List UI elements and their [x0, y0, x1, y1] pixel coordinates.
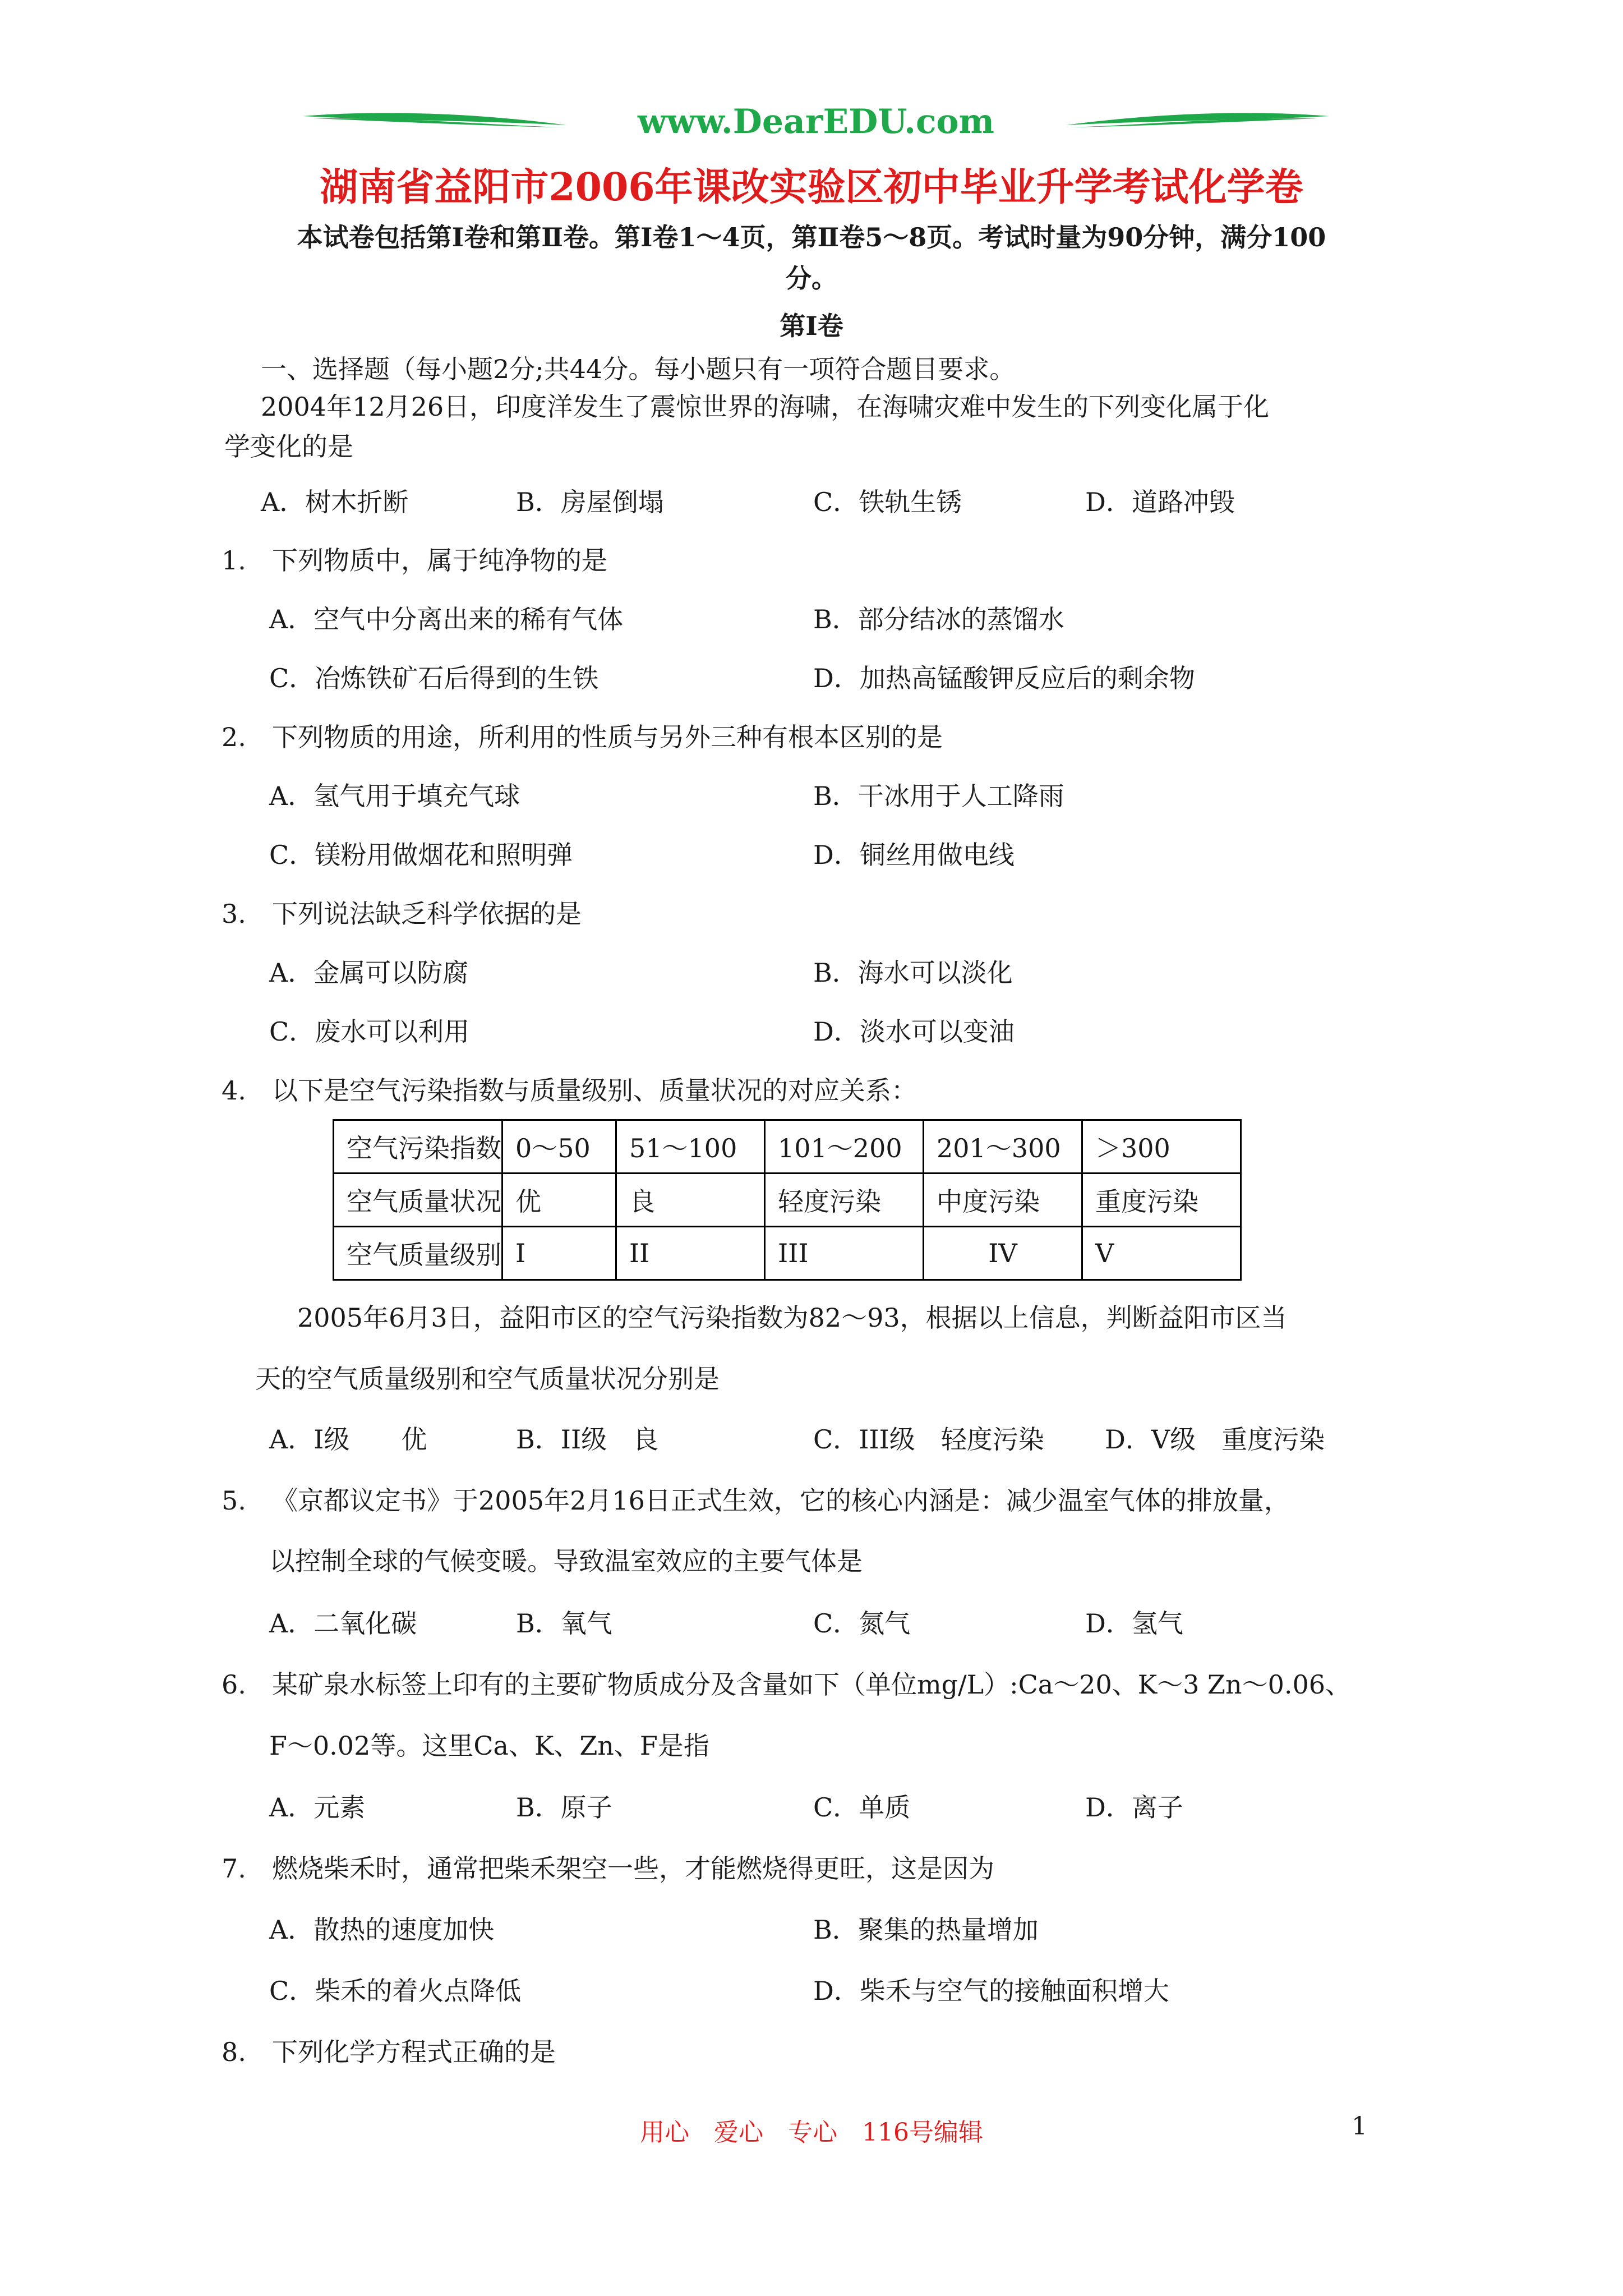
section-heading: 一、选择题（每小题2分;共44分。每小题只有一项符合题目要求。: [261, 354, 1016, 384]
q0-line-1: 2004年12月26日，印度洋发生了震惊世界的海啸，在海啸灾难中发生的下列变化属于化: [261, 392, 1270, 422]
q4-option-d: D．V级 重度污染: [1105, 1424, 1325, 1455]
page-number: 1: [1352, 2112, 1367, 2141]
q4-option-a: A．I级 优: [269, 1424, 427, 1455]
q1-number: 1.: [222, 545, 246, 576]
table-cell: 201～300: [924, 1120, 1082, 1174]
table-cell: 中度污染: [924, 1174, 1082, 1227]
q5-option-b: B．氧气: [516, 1608, 612, 1639]
q1-option-b: B．部分结冰的蒸馏水: [813, 604, 1064, 634]
q0-option-b: B．房屋倒塌: [516, 487, 664, 517]
q6-number: 6.: [222, 1669, 246, 1700]
exam-title: 湖南省益阳市2006年课改实验区初中毕业升学考试化学卷: [320, 165, 1303, 210]
q5-text-2: 以控制全球的气候变暖。导致温室效应的主要气体是: [269, 1546, 863, 1576]
q4-line-2: 天的空气质量级别和空气质量状况分别是: [255, 1364, 720, 1394]
q2-option-a: A．氢气用于填充气球: [269, 781, 520, 811]
q7-option-a: A．散热的速度加快: [269, 1915, 495, 1945]
q4-text: 以下是空气污染指数与质量级别、质量状况的对应关系：: [272, 1075, 917, 1106]
table-row: [334, 1227, 1241, 1280]
q6-text: 某矿泉水标签上印有的主要矿物质成分及含量如下（单位mg/L）:Ca～20、K～3 Zn～0.06、: [272, 1669, 1352, 1700]
table-cell: 空气质量状况: [334, 1174, 502, 1227]
table-cell: 空气污染指数: [334, 1120, 502, 1174]
q4-number: 4.: [222, 1075, 246, 1106]
site-url: www.DearEDU.com: [637, 102, 995, 141]
table-cell: III: [765, 1227, 924, 1280]
q3-option-c: C．废水可以利用: [269, 1016, 470, 1047]
q6-option-b: B．原子: [516, 1792, 612, 1823]
q2-option-d: D．铜丝用做电线: [813, 840, 1015, 870]
table-row: [334, 1120, 1241, 1174]
q1-option-a: A．空气中分离出来的稀有气体: [269, 604, 624, 634]
q7-option-d: D．柴禾与空气的接触面积增大: [813, 1976, 1169, 2006]
table-cell: 0～50: [502, 1120, 616, 1174]
q3-option-b: B．海水可以淡化: [813, 958, 1013, 988]
q2-number: 2.: [222, 722, 246, 752]
q1-option-d: D．加热高锰酸钾反应后的剩余物: [813, 663, 1195, 693]
q3-number: 3.: [222, 899, 246, 929]
part-heading: 第Ⅰ卷: [780, 311, 843, 341]
table-cell: ＞300: [1082, 1120, 1241, 1174]
q5-text: 《京都议定书》于2005年2月16日正式生效，它的核心内涵是：减少温室气体的排放量，: [272, 1485, 1290, 1516]
table-cell: 空气质量级别: [334, 1227, 502, 1280]
table-row: [334, 1174, 1241, 1227]
q3-text: 下列说法缺乏科学依据的是: [272, 899, 582, 929]
q5-number: 5.: [222, 1485, 246, 1516]
table-cell: 101～200: [765, 1120, 924, 1174]
table-cell: V: [1082, 1227, 1241, 1280]
q5-option-a: A．二氧化碳: [269, 1608, 417, 1639]
q1-text: 下列物质中，属于纯净物的是: [272, 545, 607, 576]
q4-line-1: 2005年6月3日，益阳市区的空气污染指数为82～93，根据以上信息，判断益阳市区当: [297, 1303, 1287, 1333]
q4-option-c: C．III级 轻度污染: [813, 1424, 1044, 1455]
footer-text: 用心 爱心 专心 116号编辑: [640, 2118, 983, 2147]
table-cell: 51～100: [616, 1120, 765, 1174]
table-cell: IV: [924, 1227, 1082, 1280]
q7-option-c: C．柴禾的着火点降低: [269, 1976, 522, 2006]
table-cell: 重度污染: [1082, 1174, 1241, 1227]
q7-option-b: B．聚集的热量增加: [813, 1915, 1039, 1945]
table-cell: I: [502, 1227, 616, 1280]
q0-option-a: A．树木折断: [261, 487, 409, 517]
q6-option-c: C．单质: [813, 1792, 911, 1823]
q0-line-2: 学变化的是: [224, 431, 353, 462]
q0-option-c: C．铁轨生锈: [813, 487, 962, 517]
intro-line-1: 本试卷包括第Ⅰ卷和第Ⅱ卷。第Ⅰ卷1～4页，第Ⅱ卷5～8页。考试时量为90分钟，满分100: [297, 222, 1326, 252]
q7-text: 燃烧柴禾时，通常把柴禾架空一些，才能燃烧得更旺，这是因为: [272, 1853, 994, 1884]
q6-option-d: D．离子: [1085, 1792, 1183, 1823]
q4-option-b: B．II级 良: [516, 1424, 659, 1455]
q7-number: 7.: [222, 1853, 246, 1884]
q3-option-a: A．金属可以防腐: [269, 958, 469, 988]
q6-text-2: F～0.02等。这里Ca、K、Zn、F是指: [269, 1731, 709, 1761]
q2-option-b: B．干冰用于人工降雨: [813, 781, 1064, 811]
q2-option-c: C．镁粉用做烟花和照明弹: [269, 840, 573, 870]
table-cell: 良: [616, 1174, 765, 1227]
intro-line-2: 分。: [786, 263, 837, 293]
table-cell: 轻度污染: [765, 1174, 924, 1227]
q3-option-d: D．淡水可以变油: [813, 1016, 1015, 1047]
q0-option-d: D．道路冲毁: [1085, 487, 1235, 517]
q1-option-c: C．冶炼铁矿石后得到的生铁: [269, 663, 599, 693]
q5-option-c: C．氮气: [813, 1608, 911, 1639]
q2-text: 下列物质的用途，所利用的性质与另外三种有根本区别的是: [272, 722, 943, 752]
site-banner: [303, 98, 1329, 149]
q8-number: 8.: [222, 2037, 246, 2067]
table-cell: II: [616, 1227, 765, 1280]
q6-option-a: A．元素: [269, 1792, 366, 1823]
air-quality-table: [333, 1119, 1242, 1281]
q5-option-d: D．氢气: [1085, 1608, 1183, 1639]
q8-text: 下列化学方程式正确的是: [272, 2037, 556, 2067]
table-cell: 优: [502, 1174, 616, 1227]
